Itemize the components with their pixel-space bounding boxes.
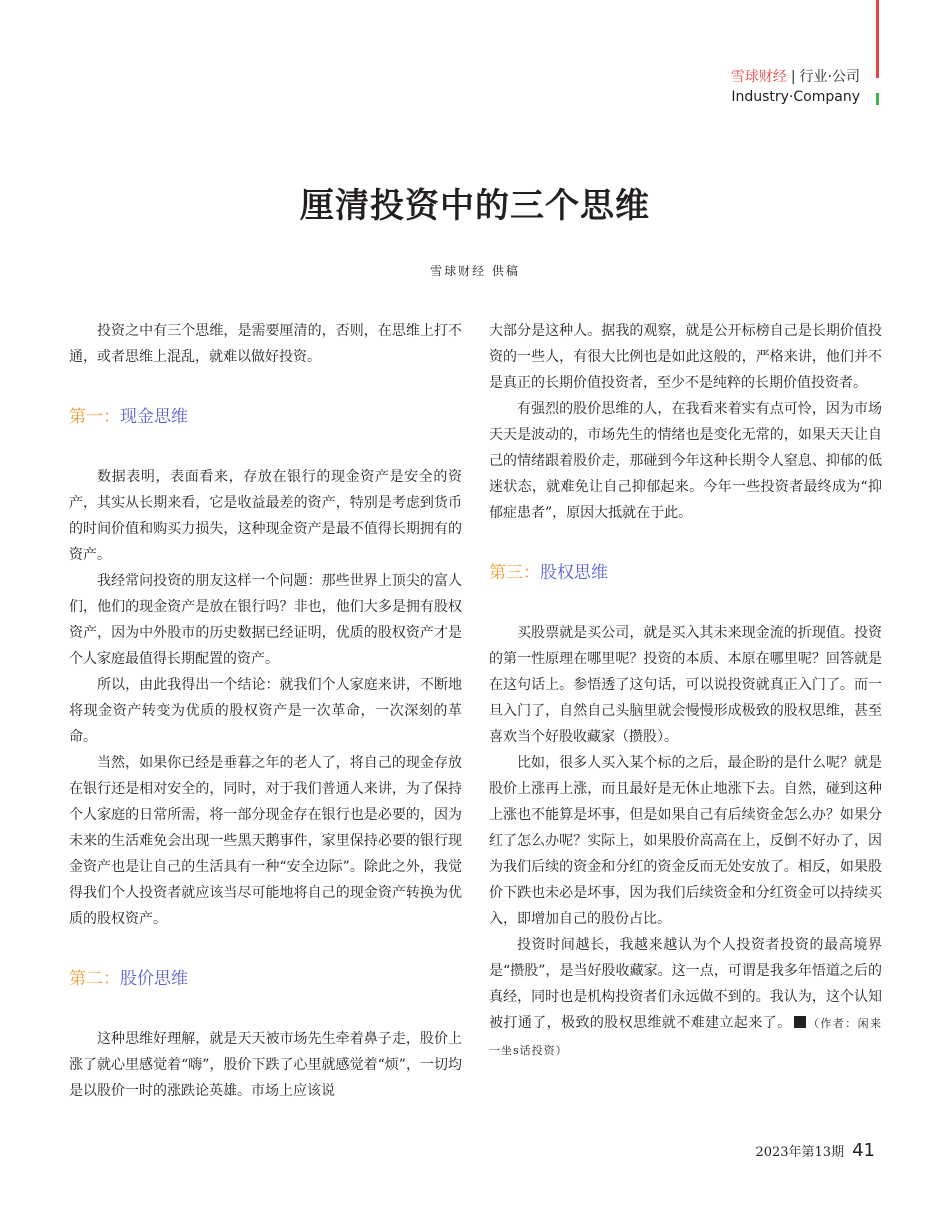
section-heading-2 — [69, 966, 462, 992]
page-number: 41 — [852, 1140, 875, 1161]
section-1-number: 第一： — [69, 407, 120, 427]
paragraph: 有强烈的股价思维的人，在我看来着实有点可怜，因为市场天天是波动的，市场先生的情绪也是变化无常的，如果天天让自己的情绪跟着股价走，那碰到今年这种长期令人窒息、抑郁的低迷状态，就难免让自己抑郁起来。今年一些投资者最终成为“抑郁症患者”，原因大抵就在于此。 — [489, 401, 882, 521]
right-column — [489, 318, 882, 1064]
author-note: （作者：闲来一坐s话投资） — [489, 1017, 883, 1057]
section-header — [731, 66, 860, 86]
header-category: 行业·公司 — [799, 69, 860, 85]
closing-text: 投资时间越长，我越来越认为个人投资者投资的最高境界是“攒股”，是当好股收藏家。这一点，可谓是我多年悟道之后的真经，同时也是机构投资者们永远做不到的。我认为，这个认知被打通了，极致的股权思维就不难建立起来了。 — [489, 937, 882, 1031]
header-accent-bar-green — [876, 93, 879, 105]
article-byline: 雪球财经 供稿 — [430, 264, 520, 278]
paragraph: 数据表明，表面看来，存放在银行的现金资产是安全的资产，其实从长期来看，它是收益最差的资产，特别是考虑到货币的时间价值和购买力损失，这种现金资产是最不值得长期拥有的资产。 — [69, 469, 462, 563]
issue-label: 2023年第13期 — [755, 1145, 845, 1160]
section-heading-1 — [69, 404, 462, 430]
section-2-title: 股价思维 — [120, 969, 188, 989]
paragraph: 比如，很多人买入某个标的之后，最企盼的是什么呢？就是股价上涨再上涨，而且最好是无休止地涨下去。自然，碰到这种上涨也不能算是坏事，但是如果自己有后续资金怎么办？如果分红了怎么办呢？实际上，如果股价高高在上，反倒不好办了，因为我们后续的资金和分红的资金反而无处安放了。相反，如果股价下跌也未必是坏事，因为我们后续资金和分红资金可以持续买入，即增加自己的股份占比。 — [489, 755, 882, 927]
section-2-number: 第二： — [69, 969, 120, 989]
end-mark-icon — [794, 1016, 806, 1028]
paragraph: 当然，如果你已经是垂暮之年的老人了，将自己的现金存放在银行还是相对安全的，同时，对于我们普通人来讲，为了保持个人家庭的日常所需，将一部分现金存在银行也是必要的，因为未来的生活难免会出现一些黑天鹅事件，家里保持必要的银行现金资产也是让自己的生活具有一种“安全边际”。除此之外，我觉得我们个人投资者就应该当尽可能地将自己的现金资产转换为优质的股权资产。 — [69, 755, 462, 927]
section-1-title: 现金思维 — [120, 407, 188, 427]
section-heading-3 — [489, 560, 882, 586]
header-accent-bar-red — [876, 0, 879, 78]
intro-paragraph: 投资之中有三个思维，是需要厘清的，否则，在思维上打不通，或者思维上混乱，就难以做好投资。 — [69, 323, 462, 365]
closing-paragraph — [489, 932, 882, 1064]
page-footer — [755, 1140, 875, 1161]
header-brand: 雪球财经 — [730, 69, 787, 85]
paragraph: 所以，由此我得出一个结论：就我们个人家庭来讲，不断地将现金资产转变为优质的股权资产是一次革命，一次深刻的革命。 — [69, 677, 462, 745]
header-separator: | — [790, 69, 796, 85]
article-title: 厘清投资中的三个思维 — [300, 186, 650, 226]
paragraph: 这种思维好理解，就是天天被市场先生牵着鼻子走，股价上涨了就心里感觉着“嗨”，股价下跌了心里就感觉着“烦”，一切均是以股价一时的涨跌论英雄。市场上应该说 — [69, 1031, 462, 1099]
left-column — [69, 318, 462, 1104]
section-3-title: 股权思维 — [540, 563, 608, 583]
header-category-english: Industry·Company — [731, 89, 860, 105]
paragraph: 买股票就是买公司，就是买入其未来现金流的折现值。投资的第一性原理在哪里呢？投资的本质、本原在哪里呢？回答就是在这句话上。参悟透了这句话，可以说投资就真正入门了。而一旦入门了，自然自己头脑里就会慢慢形成极致的股权思维，甚至喜欢当个好股收藏家（攒股）。 — [489, 625, 882, 745]
section-3-number: 第三： — [489, 563, 540, 583]
paragraph: 我经常问投资的朋友这样一个问题：那些世界上顶尖的富人们，他们的现金资产是放在银行吗？非也，他们大多是拥有股权资产，因为中外股市的历史数据已经证明，优质的股权资产才是个人家庭最值得长期配置的资产。 — [69, 573, 462, 667]
paragraph-continued: 大部分是这种人。据我的观察，就是公开标榜自己是长期价值投资的一些人，有很大比例也是如此这般的，严格来讲，他们并不是真正的长期价值投资者，至少不是纯粹的长期价值投资者。 — [489, 323, 882, 391]
